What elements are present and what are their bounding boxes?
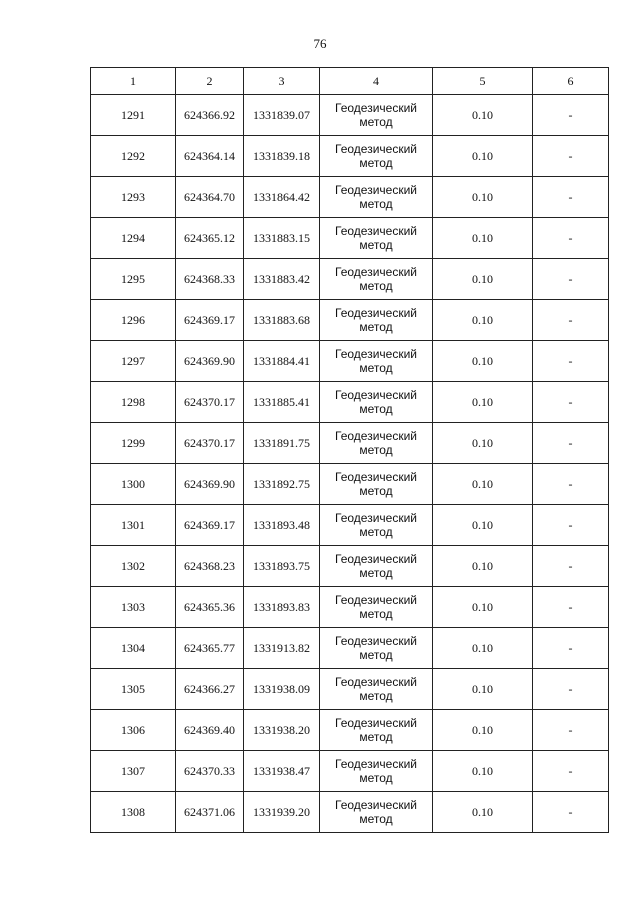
cell-point-number: 1297: [91, 341, 176, 382]
table-row: [91, 587, 609, 628]
cell-x-coordinate: 624369.17: [176, 505, 244, 546]
method-text-line: метод: [359, 197, 393, 211]
cell-point-number: 1300: [91, 464, 176, 505]
cell-point-number: 1308: [91, 792, 176, 833]
method-text-line: метод: [359, 484, 393, 498]
method-text-line: Геодезический: [335, 757, 417, 771]
method-text-line: метод: [359, 812, 393, 826]
table-row: [91, 546, 609, 587]
cell-method: [320, 505, 433, 546]
table-row: [91, 464, 609, 505]
cell-method: [320, 259, 433, 300]
cell-x-coordinate: 624366.27: [176, 669, 244, 710]
cell-accuracy: 0.10: [433, 628, 533, 669]
method-text-line: метод: [359, 771, 393, 785]
cell-y-coordinate: 1331864.42: [244, 177, 320, 218]
cell-x-coordinate: 624370.17: [176, 423, 244, 464]
method-text-line: метод: [359, 115, 393, 129]
cell-y-coordinate: 1331891.75: [244, 423, 320, 464]
cell-x-coordinate: 624369.90: [176, 341, 244, 382]
cell-method: [320, 423, 433, 464]
header-col-6: 6: [533, 68, 609, 95]
cell-x-coordinate: 624366.92: [176, 95, 244, 136]
cell-y-coordinate: 1331939.20: [244, 792, 320, 833]
cell-y-coordinate: 1331893.83: [244, 587, 320, 628]
cell-note: -: [533, 546, 609, 587]
cell-y-coordinate: 1331892.75: [244, 464, 320, 505]
method-text-line: Геодезический: [335, 306, 417, 320]
cell-method: [320, 710, 433, 751]
method-text-line: Геодезический: [335, 265, 417, 279]
cell-y-coordinate: 1331839.07: [244, 95, 320, 136]
cell-y-coordinate: 1331938.20: [244, 710, 320, 751]
cell-note: -: [533, 628, 609, 669]
cell-accuracy: 0.10: [433, 423, 533, 464]
header-col-3: 3: [244, 68, 320, 95]
cell-note: -: [533, 464, 609, 505]
method-text-line: метод: [359, 730, 393, 744]
cell-accuracy: 0.10: [433, 464, 533, 505]
table-row: [91, 423, 609, 464]
cell-accuracy: 0.10: [433, 341, 533, 382]
cell-y-coordinate: 1331893.75: [244, 546, 320, 587]
method-text-line: Геодезический: [335, 347, 417, 361]
cell-method: [320, 300, 433, 341]
cell-point-number: 1295: [91, 259, 176, 300]
cell-method: [320, 751, 433, 792]
cell-accuracy: 0.10: [433, 382, 533, 423]
page-number: 76: [313, 36, 327, 51]
cell-y-coordinate: 1331884.41: [244, 341, 320, 382]
cell-method: [320, 628, 433, 669]
header-col-2: 2: [176, 68, 244, 95]
cell-x-coordinate: 624370.17: [176, 382, 244, 423]
cell-note: -: [533, 341, 609, 382]
cell-y-coordinate: 1331938.09: [244, 669, 320, 710]
table-row: [91, 505, 609, 546]
method-text-line: Геодезический: [335, 675, 417, 689]
cell-point-number: 1301: [91, 505, 176, 546]
cell-x-coordinate: 624365.36: [176, 587, 244, 628]
cell-accuracy: 0.10: [433, 792, 533, 833]
method-text-line: Геодезический: [335, 183, 417, 197]
method-text-line: Геодезический: [335, 429, 417, 443]
method-text-line: метод: [359, 648, 393, 662]
cell-accuracy: 0.10: [433, 300, 533, 341]
cell-y-coordinate: 1331913.82: [244, 628, 320, 669]
cell-y-coordinate: 1331883.68: [244, 300, 320, 341]
method-text-line: Геодезический: [335, 388, 417, 402]
cell-point-number: 1296: [91, 300, 176, 341]
cell-method: [320, 464, 433, 505]
method-text-line: Геодезический: [335, 470, 417, 484]
table-row: [91, 218, 609, 259]
cell-accuracy: 0.10: [433, 136, 533, 177]
cell-x-coordinate: 624364.14: [176, 136, 244, 177]
cell-method: [320, 136, 433, 177]
method-text-line: Геодезический: [335, 142, 417, 156]
cell-accuracy: 0.10: [433, 587, 533, 628]
cell-note: -: [533, 505, 609, 546]
method-text-line: Геодезический: [335, 552, 417, 566]
method-text-line: Геодезический: [335, 511, 417, 525]
cell-point-number: 1304: [91, 628, 176, 669]
cell-method: [320, 792, 433, 833]
cell-note: -: [533, 177, 609, 218]
cell-accuracy: 0.10: [433, 218, 533, 259]
cell-point-number: 1302: [91, 546, 176, 587]
cell-accuracy: 0.10: [433, 669, 533, 710]
header-col-1: 1: [91, 68, 176, 95]
cell-y-coordinate: 1331883.15: [244, 218, 320, 259]
cell-point-number: 1305: [91, 669, 176, 710]
cell-x-coordinate: 624364.70: [176, 177, 244, 218]
cell-accuracy: 0.10: [433, 505, 533, 546]
cell-note: -: [533, 95, 609, 136]
cell-x-coordinate: 624369.40: [176, 710, 244, 751]
cell-accuracy: 0.10: [433, 95, 533, 136]
cell-note: -: [533, 382, 609, 423]
cell-point-number: 1292: [91, 136, 176, 177]
method-text-line: метод: [359, 156, 393, 170]
cell-point-number: 1299: [91, 423, 176, 464]
table-row: [91, 259, 609, 300]
cell-y-coordinate: 1331885.41: [244, 382, 320, 423]
cell-accuracy: 0.10: [433, 546, 533, 587]
method-text-line: метод: [359, 238, 393, 252]
table-row: [91, 628, 609, 669]
method-text-line: Геодезический: [335, 716, 417, 730]
cell-point-number: 1306: [91, 710, 176, 751]
cell-method: [320, 177, 433, 218]
cell-note: -: [533, 218, 609, 259]
method-text-line: метод: [359, 525, 393, 539]
cell-note: -: [533, 300, 609, 341]
cell-point-number: 1294: [91, 218, 176, 259]
method-text-line: метод: [359, 361, 393, 375]
cell-method: [320, 546, 433, 587]
method-text-line: Геодезический: [335, 224, 417, 238]
table-row: [91, 177, 609, 218]
cell-point-number: 1293: [91, 177, 176, 218]
table-row: [91, 136, 609, 177]
header-col-5: 5: [433, 68, 533, 95]
cell-method: [320, 95, 433, 136]
cell-accuracy: 0.10: [433, 259, 533, 300]
cell-x-coordinate: 624365.77: [176, 628, 244, 669]
table-row: [91, 95, 609, 136]
table-row: [91, 382, 609, 423]
table-row: [91, 341, 609, 382]
method-text-line: метод: [359, 279, 393, 293]
cell-note: -: [533, 751, 609, 792]
table-body: [91, 95, 609, 833]
table-row: [91, 300, 609, 341]
method-text-line: метод: [359, 566, 393, 580]
table-row: [91, 710, 609, 751]
cell-x-coordinate: 624368.33: [176, 259, 244, 300]
method-text-line: Геодезический: [335, 101, 417, 115]
cell-note: -: [533, 423, 609, 464]
table-row: [91, 669, 609, 710]
cell-method: [320, 341, 433, 382]
cell-y-coordinate: 1331893.48: [244, 505, 320, 546]
cell-accuracy: 0.10: [433, 710, 533, 751]
cell-note: -: [533, 792, 609, 833]
cell-x-coordinate: 624371.06: [176, 792, 244, 833]
cell-method: [320, 669, 433, 710]
method-text-line: метод: [359, 320, 393, 334]
table-row: [91, 792, 609, 833]
method-text-line: метод: [359, 402, 393, 416]
coordinates-table: [90, 67, 609, 833]
cell-note: -: [533, 710, 609, 751]
cell-x-coordinate: 624369.17: [176, 300, 244, 341]
cell-method: [320, 218, 433, 259]
cell-y-coordinate: 1331839.18: [244, 136, 320, 177]
table-row: [91, 751, 609, 792]
cell-method: [320, 587, 433, 628]
cell-accuracy: 0.10: [433, 751, 533, 792]
method-text-line: Геодезический: [335, 798, 417, 812]
cell-accuracy: 0.10: [433, 177, 533, 218]
cell-note: -: [533, 669, 609, 710]
table-header-row: [91, 68, 609, 95]
cell-y-coordinate: 1331883.42: [244, 259, 320, 300]
cell-point-number: 1303: [91, 587, 176, 628]
method-text-line: метод: [359, 443, 393, 457]
cell-note: -: [533, 136, 609, 177]
cell-x-coordinate: 624365.12: [176, 218, 244, 259]
cell-x-coordinate: 624370.33: [176, 751, 244, 792]
cell-point-number: 1307: [91, 751, 176, 792]
cell-note: -: [533, 259, 609, 300]
method-text-line: метод: [359, 689, 393, 703]
method-text-line: Геодезический: [335, 593, 417, 607]
cell-point-number: 1291: [91, 95, 176, 136]
method-text-line: Геодезический: [335, 634, 417, 648]
cell-y-coordinate: 1331938.47: [244, 751, 320, 792]
cell-point-number: 1298: [91, 382, 176, 423]
method-text-line: метод: [359, 607, 393, 621]
cell-x-coordinate: 624369.90: [176, 464, 244, 505]
cell-x-coordinate: 624368.23: [176, 546, 244, 587]
header-col-4: 4: [320, 68, 433, 95]
cell-note: -: [533, 587, 609, 628]
cell-method: [320, 382, 433, 423]
